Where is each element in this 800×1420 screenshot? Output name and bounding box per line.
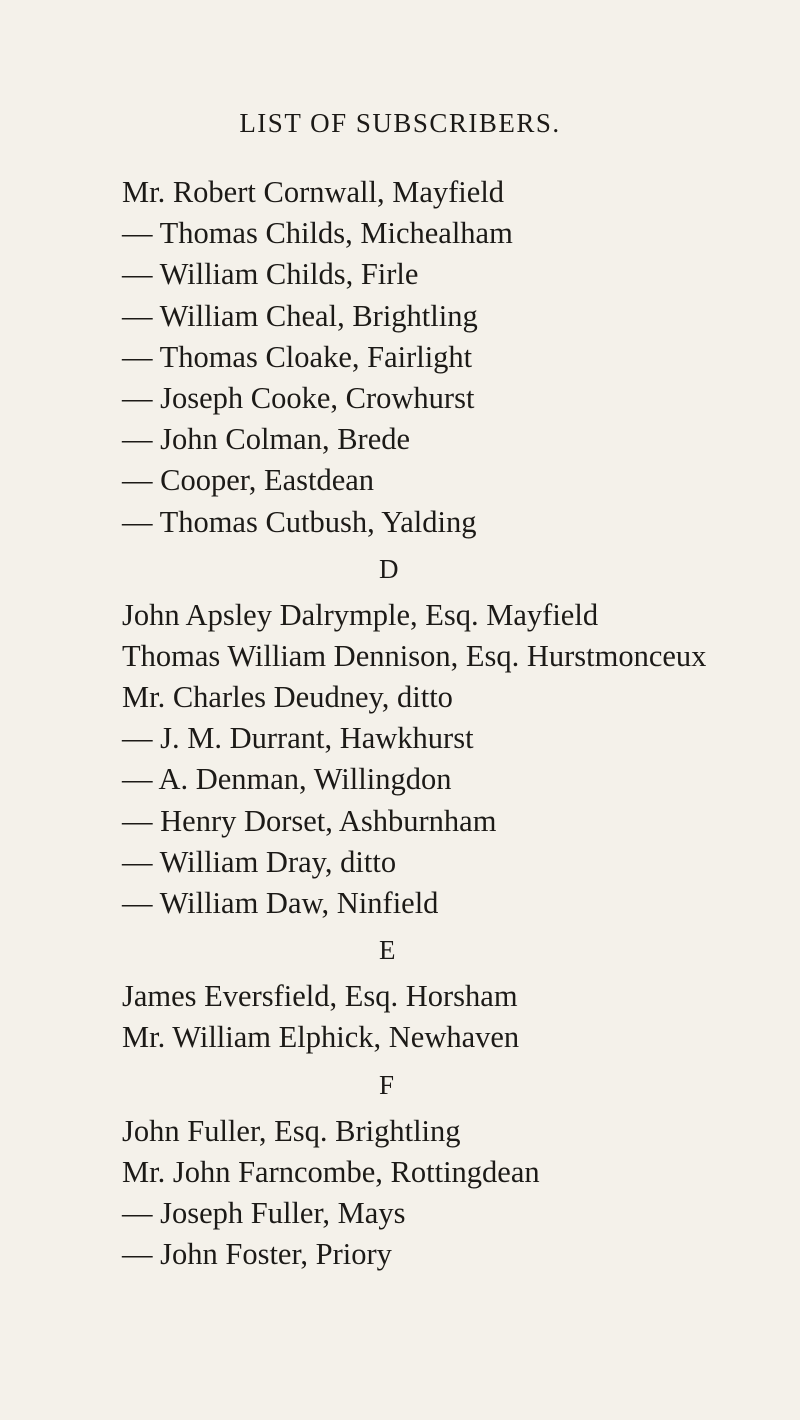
subscriber-entry: — William Childs, Firle <box>122 257 419 292</box>
subscriber-entry: Mr. Robert Cornwall, Mayfield <box>122 175 505 209</box>
subscriber-entry: — John Foster, Priory <box>122 1237 392 1272</box>
subscriber-entry: James Eversfield, Esq. Horsham <box>122 979 518 1014</box>
section-f <box>122 1059 792 1276</box>
subscriber-entry: — William Cheal, Brightling <box>122 298 478 333</box>
subscriber-entry: — Thomas Childs, Michealham <box>122 216 513 251</box>
subscriber-entry: — J. M. Durrant, Hawkhurst <box>122 721 474 756</box>
subscriber-entry: Mr. Charles Deudney, ditto <box>122 680 453 715</box>
subscriber-entry: — A. Denman, Willingdon <box>122 762 452 797</box>
subscriber-entry: Thomas William Dennison, Esq. Hurstmonceux <box>122 638 707 673</box>
subscriber-list <box>122 172 792 1275</box>
subscriber-entry: — William Daw, Ninfield <box>122 886 439 920</box>
subscriber-entry: — Joseph Cooke, Crowhurst <box>122 380 475 415</box>
page-title: LIST OF SUBSCRIBERS. <box>239 108 561 138</box>
section-letter-heading: E <box>379 935 396 966</box>
section-letter-heading: F <box>379 1069 395 1100</box>
subscriber-entry: — William Dray, ditto <box>122 844 397 879</box>
subscriber-entry: John Fuller, Esq. Brightling <box>122 1113 461 1148</box>
subscriber-entry: — John Colman, Brede <box>122 422 411 457</box>
subscriber-entry: — Thomas Cutbush, Yalding <box>122 504 477 539</box>
subscriber-entry: Mr. William Elphick, Newhaven <box>122 1020 520 1055</box>
subscriber-entry: — Joseph Fuller, Mays <box>122 1195 406 1230</box>
section-d <box>122 543 792 925</box>
subscriber-entry: John Apsley Dalrymple, Esq. Mayfield <box>122 597 599 632</box>
subscriber-entry: Mr. John Farncombe, Rottingdean <box>122 1154 540 1189</box>
subscriber-entry: — Thomas Cloake, Fairlight <box>122 339 473 374</box>
section-c <box>122 172 792 543</box>
section-e <box>122 924 792 1058</box>
subscriber-entry: — Henry Dorset, Ashburnham <box>122 803 497 838</box>
subscriber-entry: — Cooper, Eastdean <box>122 463 375 498</box>
section-letter-heading: D <box>379 553 399 584</box>
